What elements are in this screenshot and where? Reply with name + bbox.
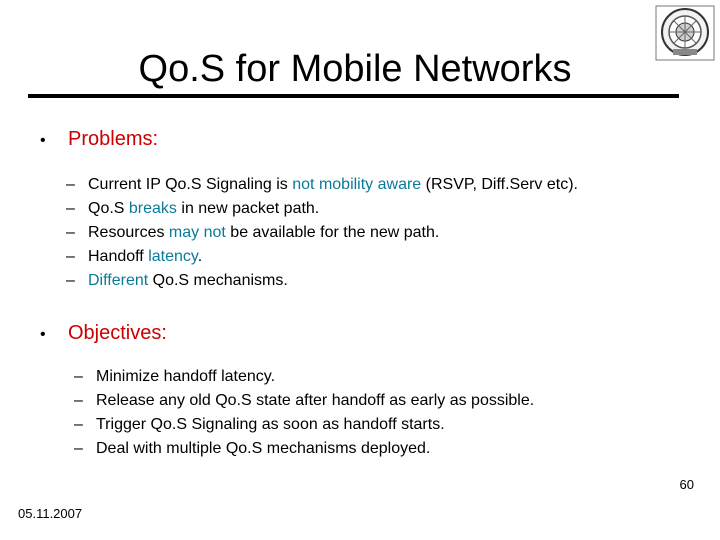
text-run: Resources [88,224,169,241]
objectives-item [74,365,684,389]
problems-item-text [88,221,439,245]
dash-glyph: – [66,200,75,217]
highlighted-phrase: not mobility aware [292,176,422,193]
dash-glyph: – [66,176,75,193]
text-run: Current IP Qo.S Signaling is [88,176,293,193]
dash-glyph: – [66,224,75,241]
dash-glyph: – [74,416,83,433]
text-run: Deal with multiple Qo.S mechanisms deployed. [96,440,431,457]
objectives-heading: Objectives: [68,322,167,344]
text-run: Trigger Qo.S Signaling as soon as handoff starts. [96,416,445,433]
page-number: 60 [679,477,694,492]
problems-item [66,269,676,293]
objectives-item-text [96,389,534,413]
dash-glyph: – [66,272,75,289]
text-run: (RSVP, Diff.Serv etc). [421,176,578,193]
problems-list [66,173,676,293]
problems-bullet [40,128,676,151]
text-run: in new packet path. [176,200,320,217]
text-run: Handoff [88,248,149,265]
text-run: be available for the new path. [225,224,440,241]
bullet-glyph: • [40,132,46,149]
dash-glyph: – [74,392,83,409]
text-run: Qo.S mechanisms. [148,272,288,289]
text-run: Qo.S [88,200,129,217]
slide-title: Qo.S for Mobile Networks [138,48,572,90]
highlighted-phrase: latency [148,248,198,265]
problems-heading: Problems: [68,128,159,150]
text-run: Minimize handoff latency. [96,368,276,385]
objectives-item [74,389,684,413]
problems-item [66,221,676,245]
problems-item [66,173,676,197]
objectives-item [74,413,684,437]
problems-item-text [88,197,319,221]
text-run: . [197,248,203,265]
bullet-glyph: • [40,326,46,343]
problems-item-text [88,245,202,269]
institute-logo-icon [655,5,715,61]
objectives-item [74,437,684,461]
dash-glyph: – [74,368,83,385]
objectives-item-text [96,365,275,389]
footer-date: 05.11.2007 [18,506,83,521]
text-run: Release any old Qo.S state after handoff as early as possible. [96,392,535,409]
problems-item [66,245,676,269]
title-underline [28,94,679,98]
objectives-item-text [96,413,445,437]
problems-item-text [88,173,578,197]
objectives-bullet [40,322,684,345]
objectives-list [74,365,684,461]
highlighted-phrase: Different [88,272,149,289]
highlighted-phrase: may not [168,224,226,241]
problems-section [40,128,676,293]
objectives-item-text [96,437,430,461]
dash-glyph: – [66,248,75,265]
problems-item [66,197,676,221]
objectives-section [40,322,684,461]
problems-item-text [88,269,288,293]
dash-glyph: – [74,440,83,457]
highlighted-phrase: breaks [128,200,177,217]
